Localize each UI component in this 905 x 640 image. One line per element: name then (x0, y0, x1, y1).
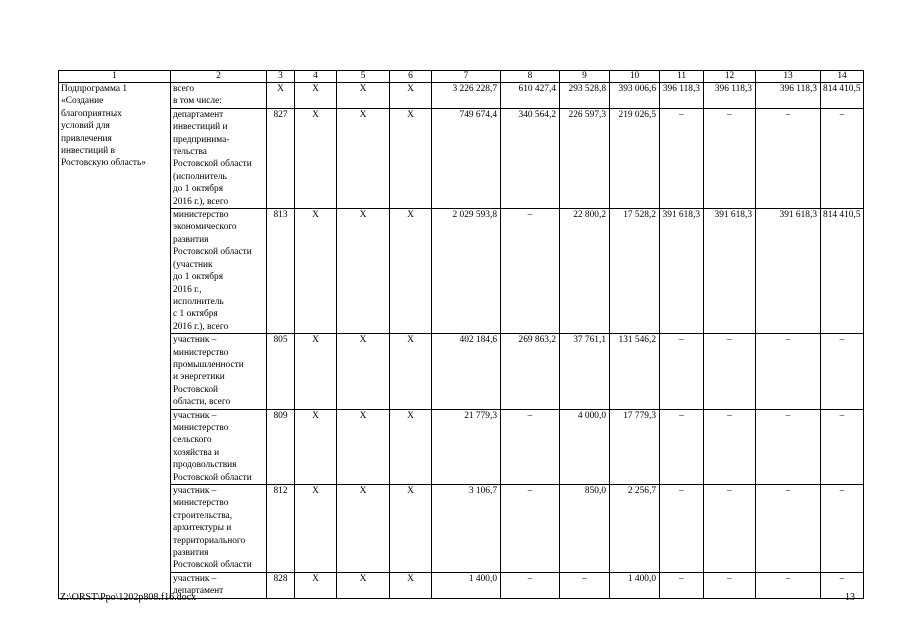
header-cell: 9 (560, 71, 610, 83)
amount-cell: – (821, 485, 864, 573)
amount-cell: 293 528,8 (560, 83, 610, 109)
program-name-cell: Подпрограмма 1 «Создание благоприятных условий для привлечения инвестиций в Ростовскую область» (59, 83, 171, 599)
amount-cell: – (501, 409, 560, 484)
code-cell: 812 (267, 485, 295, 573)
code-cell: 813 (267, 209, 295, 334)
code-cell: X (390, 334, 432, 409)
header-cell: 5 (337, 71, 390, 83)
amount-cell: 1 400,0 (432, 572, 501, 598)
amount-cell: 391 618,3 (660, 209, 704, 334)
amount-cell: – (704, 572, 756, 598)
table-body (59, 71, 864, 599)
code-cell: X (337, 409, 390, 484)
code-cell: X (295, 409, 337, 484)
amount-cell: 393 006,6 (610, 83, 660, 109)
page-number: 13 (845, 592, 855, 603)
code-cell: X (295, 485, 337, 573)
code-cell: X (337, 334, 390, 409)
executor-cell: участник – министерство сельского хозяйства и продовольствия Ростовской области (171, 409, 267, 484)
amount-cell: – (756, 572, 821, 598)
amount-cell: 396 118,3 (756, 83, 821, 109)
code-cell: X (390, 485, 432, 573)
amount-cell: 269 863,2 (501, 334, 560, 409)
amount-cell: – (821, 409, 864, 484)
table-row (59, 409, 864, 484)
amount-cell: 226 597,3 (560, 108, 610, 208)
amount-cell: 3 226 228,7 (432, 83, 501, 109)
amount-cell: 131 546,2 (610, 334, 660, 409)
header-cell: 12 (704, 71, 756, 83)
header-cell: 1 (59, 71, 171, 83)
amount-cell: 17 779,3 (610, 409, 660, 484)
code-cell: 827 (267, 108, 295, 208)
amount-cell: – (660, 334, 704, 409)
amount-cell: – (660, 108, 704, 208)
executor-cell: участник – министерство строительства, архитектуры и территориального развития Ростовской области (171, 485, 267, 573)
code-cell: X (295, 334, 337, 409)
code-cell: X (267, 83, 295, 109)
code-cell: X (295, 108, 337, 208)
code-cell: X (295, 572, 337, 598)
code-cell: X (337, 572, 390, 598)
amount-cell: 402 184,6 (432, 334, 501, 409)
budget-table (58, 70, 864, 599)
header-cell: 14 (821, 71, 864, 83)
amount-cell: 814 410,5 (821, 83, 864, 109)
code-cell: X (390, 83, 432, 109)
code-cell: X (295, 83, 337, 109)
amount-cell: – (704, 108, 756, 208)
table-row (59, 334, 864, 409)
amount-cell: – (821, 572, 864, 598)
amount-cell: – (704, 409, 756, 484)
header-cell: 6 (390, 71, 432, 83)
amount-cell: 850,0 (560, 485, 610, 573)
amount-cell: – (660, 485, 704, 573)
amount-cell: – (756, 108, 821, 208)
amount-cell: 219 026,5 (610, 108, 660, 208)
header-cell: 2 (171, 71, 267, 83)
amount-cell: 391 618,3 (756, 209, 821, 334)
code-cell: X (337, 83, 390, 109)
amount-cell: 396 118,3 (660, 83, 704, 109)
header-cell: 3 (267, 71, 295, 83)
code-cell: 805 (267, 334, 295, 409)
amount-cell: – (756, 334, 821, 409)
executor-cell: участник – министерство промышленности и энергетики Ростовской области, всего (171, 334, 267, 409)
amount-cell: 391 618,3 (704, 209, 756, 334)
amount-cell: – (704, 485, 756, 573)
amount-cell: 1 400,0 (610, 572, 660, 598)
amount-cell: 814 410,5 (821, 209, 864, 334)
footer-file-path: Z:\ORST\Ppo\1202p808.f16.docx (60, 592, 197, 603)
amount-cell: – (501, 485, 560, 573)
amount-cell: 3 106,7 (432, 485, 501, 573)
code-cell: 828 (267, 572, 295, 598)
amount-cell: 749 674,4 (432, 108, 501, 208)
code-cell: X (295, 209, 337, 334)
amount-cell: – (756, 409, 821, 484)
amount-cell: 340 564,2 (501, 108, 560, 208)
header-cell: 11 (660, 71, 704, 83)
amount-cell: – (756, 485, 821, 573)
amount-cell: 396 118,3 (704, 83, 756, 109)
amount-cell: 2 256,7 (610, 485, 660, 573)
header-cell: 7 (432, 71, 501, 83)
table-header-row (59, 71, 864, 83)
code-cell: X (390, 572, 432, 598)
amount-cell: 4 000,0 (560, 409, 610, 484)
amount-cell: – (660, 572, 704, 598)
amount-cell: – (560, 572, 610, 598)
amount-cell: 610 427,4 (501, 83, 560, 109)
amount-cell: 37 761,1 (560, 334, 610, 409)
amount-cell: 2 029 593,8 (432, 209, 501, 334)
code-cell: X (337, 108, 390, 208)
code-cell: X (390, 209, 432, 334)
header-cell: 4 (295, 71, 337, 83)
code-cell: X (337, 209, 390, 334)
amount-cell: – (821, 334, 864, 409)
amount-cell: – (821, 108, 864, 208)
executor-cell: департамент инвестиций и предпринима- тельства Ростовской области (исполнитель до 1 октября 2016 г.), всего (171, 108, 267, 208)
code-cell: X (390, 409, 432, 484)
amount-cell: 22 800,2 (560, 209, 610, 334)
code-cell: X (337, 485, 390, 573)
amount-cell: – (660, 409, 704, 484)
executor-cell: министерство экономического развития Ростовской области (участник до 1 октября 2016 г., исполнитель с 1 октября 2016 г.), всего (171, 209, 267, 334)
amount-cell: 17 528,2 (610, 209, 660, 334)
code-cell: 809 (267, 409, 295, 484)
executor-cell: участник – департамент (171, 572, 267, 598)
code-cell: X (390, 108, 432, 208)
executor-cell: всего в том числе: (171, 83, 267, 109)
amount-cell: – (501, 572, 560, 598)
header-cell: 13 (756, 71, 821, 83)
table-row (59, 83, 864, 109)
table-row (59, 485, 864, 573)
table-row (59, 108, 864, 208)
amount-cell: 21 779,3 (432, 409, 501, 484)
header-cell: 8 (501, 71, 560, 83)
table-row (59, 209, 864, 334)
amount-cell: – (704, 334, 756, 409)
header-cell: 10 (610, 71, 660, 83)
amount-cell: – (501, 209, 560, 334)
